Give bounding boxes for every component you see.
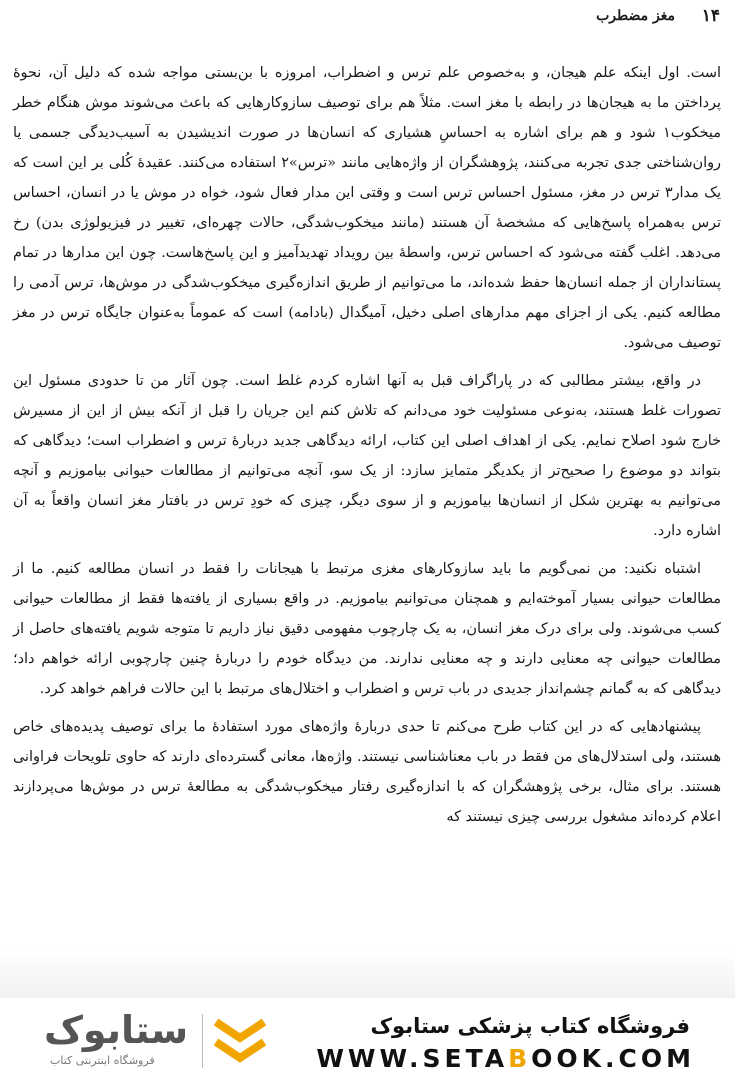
store-url-suffix: OOK.COM <box>531 1044 695 1073</box>
running-title: مغز مضطرب <box>596 8 675 24</box>
body-text <box>13 58 721 840</box>
paragraph-1: است. اول اینکه علم هیجان، و به‌خصوص علم ترس و اضطراب، امروزه با بن‌بستی مواجه شده که دلیل آن، نحوهٔ پرداختن ما به هیجان‌ها در رابطه با مغز است. مثلاً هم برای توصیف سازوکارهایی که باعث می‌شوند موش هنگام خطر میخکوب۱ شود و هم برای اشاره به احساسِ هشیاری که انسان‌ها در صورت اندیشیدن به آسیب‌دیدگی جسمی یا روان‌شناختی جدی تجربه می‌کنند، پژوهشگران از واژه‌هایی مانند «ترس»۲ استفاده می‌کنند. عقیدهٔ کُلی بر این است که یک مدار۳ ترس در مغز، مسئول احساس ترس است و وقتی این مدار فعال شود، خواه در موش یا در انسان، احساس ترس به‌همراه پاسخ‌هایی که مشخصهٔ آن هستند (مانند میخکوب‌شدگی، حالات چهره‌ای، تغییر در فیزیولوژی بدن) رخ می‌دهد. اغلب گفته می‌شود که احساس ترس، واسطهٔ بین رویداد تهدیدآمیز و این پاسخ‌هاست. چون این مدارها در تمام پستانداران از جمله انسان‌ها حفظ شده‌اند، ما می‌توانیم از طریق اندازه‌گیری میخکوب‌شدگی در موش‌ها، ترس آدمی را مطالعه کنیم. یکی از اجزای مهم مدارهای اصلی دخیل، آمیگدال (بادامه) است که عموماً به‌عنوان جایگاه ترس در مغز توصیف می‌شود. <box>13 65 722 351</box>
page-number: ۱۴ <box>701 6 720 26</box>
store-url <box>316 1044 695 1073</box>
store-url-accent: B <box>508 1044 532 1073</box>
bottom-fade-overlay <box>0 950 735 1000</box>
logo-wordmark: ستابوک <box>44 1008 189 1052</box>
chevron-logo-icon <box>212 1016 268 1068</box>
paragraph-2: در واقع، بیشتر مطالبی که در پاراگراف قبل به آنها اشاره کردم غلط است. چون آثار من تا حدودی مسئول این تصورات غلط هستند، به‌نوعی مسئولیت خود می‌دانم که تلاش کنم این جریان را قبل از آنکه بیش از این از مسیرش خارج شود اصلاح نمایم. یکی از اهداف اصلی این کتاب، ارائه دیدگاهی جدید دربارهٔ ترس و اضطراب است؛ دیدگاهی که بتواند دو موضوع را صحیح‌تر از یکدیگر متمایز سازد: از یک سو، آنچه می‌توانیم از مطالعات حیوانی بیاموزیم و آنچه می‌توانیم به بهترین شکل از انسان‌ها بیاموزیم و از سوی دیگر، چیزی که خودِ ترس در بافتار مغز انسان واقعاً به آن اشاره دارد. <box>13 373 721 539</box>
watermark-footer <box>0 998 735 1080</box>
store-name: فروشگاه کتاب پزشکی ستابوک <box>370 1014 690 1038</box>
logo-subtitle: فروشگاه اینترنتی کتاب <box>50 1054 155 1067</box>
page-header <box>0 6 735 30</box>
logo-divider <box>202 1014 203 1068</box>
store-url-prefix: WWW.SETA <box>316 1044 509 1073</box>
paragraph-4: پیشنهادهایی که در این کتاب طرح می‌کنم تا حدی دربارهٔ واژه‌های مورد استفادهٔ ما برای توصیف پدیده‌های خاص هستند، ولی استدلال‌های من فقط در باب معناشناسی نیستند. واژه‌ها، معانی گسترده‌ای دارند که حاوی تلویحات فراوانی هستند. برای مثال، برخی پژوهشگران که با اندازه‌گیری رفتار میخکوب‌شدگی به مطالعهٔ ترس در موش‌ها می‌پردازند اعلام کرده‌اند مشغول بررسی چیزی نیستند که <box>13 719 721 825</box>
paragraph-3: اشتباه نکنید: من نمی‌گویم ما باید سازوکارهای مغزی مرتبط با هیجانات را فقط در انسان مطالعه کنیم. ما از مطالعات حیوانی بسیار آموخته‌ایم و همچنان می‌توانیم بیاموزیم. در واقع بسیاری از یافته‌ها فقط از مطالعات حیوانی کسب می‌شوند. ولی برای درک مغز انسان، به یک چارچوب مفهومی دقیق نیاز داریم تا متوجه شویم یافته‌های حاصل از مطالعات حیوانی چه معنایی دارند و چه معنایی ندارند. من دیدگاه خودم را دربارهٔ چنین چارچوبی ارائه خواهم داد؛ دیدگاهی که به گمانم چشم‌انداز جدیدی در باب ترس و اضطراب و اختلال‌های مرتبط با این حالات فراهم خواهد کرد. <box>13 561 721 697</box>
store-logo <box>36 1008 286 1074</box>
